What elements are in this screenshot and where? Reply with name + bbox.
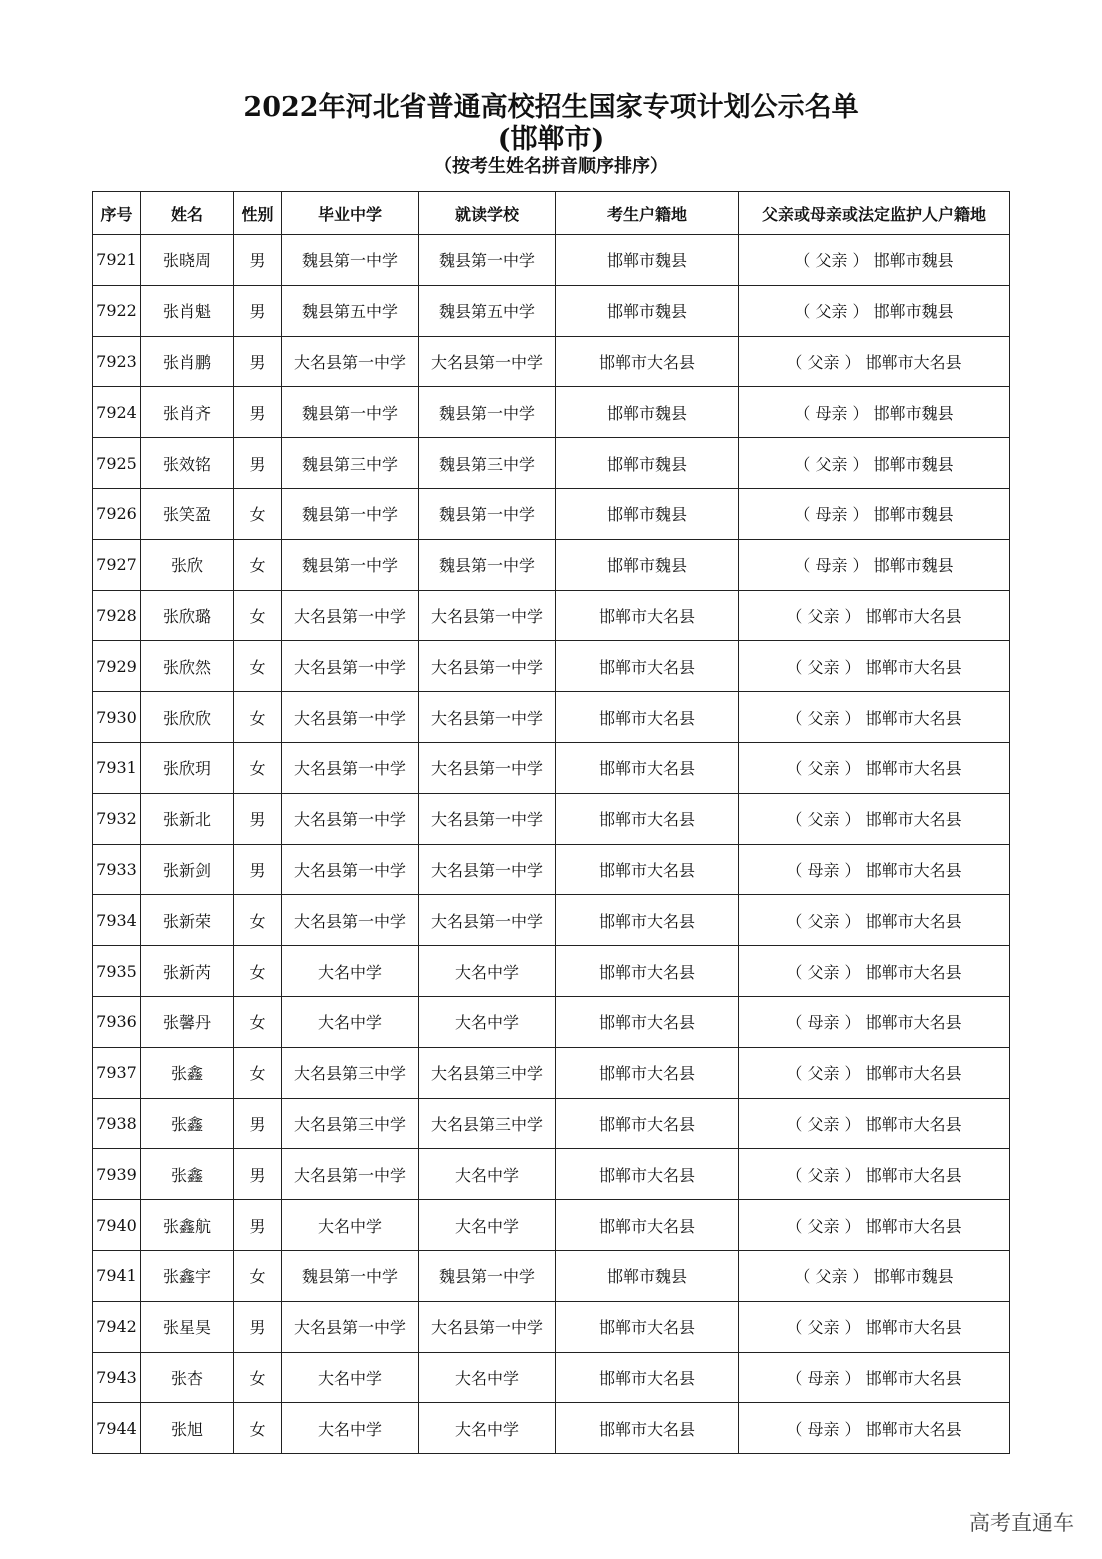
cell-guardian-hukou: （ 父亲 ） 邯郸市大名县 bbox=[739, 742, 1010, 793]
cell-graduated-school: 大名县第一中学 bbox=[282, 844, 419, 895]
cell-student-hukou: 邯郸市大名县 bbox=[556, 946, 739, 997]
header-student-hukou: 考生户籍地 bbox=[556, 192, 739, 235]
cell-graduated-school: 大名县第一中学 bbox=[282, 793, 419, 844]
cell-current-school: 魏县第一中学 bbox=[419, 387, 556, 438]
cell-gender: 男 bbox=[234, 1301, 282, 1352]
cell-seq: 7922 bbox=[93, 285, 141, 336]
cell-student-hukou: 邯郸市大名县 bbox=[556, 793, 739, 844]
header-gender: 性别 bbox=[234, 192, 282, 235]
cell-seq: 7928 bbox=[93, 590, 141, 641]
cell-gender: 女 bbox=[234, 895, 282, 946]
cell-name: 张肖齐 bbox=[141, 387, 234, 438]
cell-guardian-hukou: （ 母亲 ） 邯郸市魏县 bbox=[739, 488, 1010, 539]
cell-gender: 男 bbox=[234, 844, 282, 895]
cell-gender: 女 bbox=[234, 1403, 282, 1454]
cell-graduated-school: 大名县第一中学 bbox=[282, 895, 419, 946]
cell-gender: 女 bbox=[234, 641, 282, 692]
table-row bbox=[93, 1352, 1010, 1403]
cell-student-hukou: 邯郸市大名县 bbox=[556, 1352, 739, 1403]
cell-current-school: 大名县第一中学 bbox=[419, 590, 556, 641]
cell-seq: 7927 bbox=[93, 539, 141, 590]
cell-graduated-school: 魏县第一中学 bbox=[282, 488, 419, 539]
cell-current-school: 大名中学 bbox=[419, 996, 556, 1047]
cell-name: 张欣然 bbox=[141, 641, 234, 692]
cell-seq: 7939 bbox=[93, 1149, 141, 1200]
cell-name: 张新芮 bbox=[141, 946, 234, 997]
cell-gender: 男 bbox=[234, 438, 282, 489]
cell-current-school: 大名县第一中学 bbox=[419, 641, 556, 692]
cell-seq: 7921 bbox=[93, 235, 141, 286]
cell-guardian-hukou: （ 母亲 ） 邯郸市大名县 bbox=[739, 1352, 1010, 1403]
cell-student-hukou: 邯郸市大名县 bbox=[556, 1047, 739, 1098]
cell-current-school: 魏县第三中学 bbox=[419, 438, 556, 489]
table-row bbox=[93, 1301, 1010, 1352]
cell-guardian-hukou: （ 父亲 ） 邯郸市大名县 bbox=[739, 1301, 1010, 1352]
cell-student-hukou: 邯郸市魏县 bbox=[556, 1250, 739, 1301]
cell-current-school: 大名县第三中学 bbox=[419, 1098, 556, 1149]
cell-gender: 男 bbox=[234, 387, 282, 438]
cell-current-school: 大名中学 bbox=[419, 946, 556, 997]
cell-name: 张新荣 bbox=[141, 895, 234, 946]
table-row bbox=[93, 844, 1010, 895]
sort-note: （按考生姓名拼音顺序排序） bbox=[434, 156, 668, 177]
cell-seq: 7923 bbox=[93, 336, 141, 387]
cell-gender: 女 bbox=[234, 488, 282, 539]
document-title: 2022年河北省普通高校招生国家专项计划公示名单 bbox=[243, 92, 859, 123]
table-row bbox=[93, 946, 1010, 997]
cell-student-hukou: 邯郸市魏县 bbox=[556, 539, 739, 590]
cell-name: 张馨丹 bbox=[141, 996, 234, 1047]
cell-guardian-hukou: （ 父亲 ） 邯郸市大名县 bbox=[739, 692, 1010, 743]
cell-graduated-school: 大名县第一中学 bbox=[282, 692, 419, 743]
cell-current-school: 大名中学 bbox=[419, 1149, 556, 1200]
cell-student-hukou: 邯郸市大名县 bbox=[556, 336, 739, 387]
cell-seq: 7932 bbox=[93, 793, 141, 844]
cell-student-hukou: 邯郸市大名县 bbox=[556, 742, 739, 793]
cell-student-hukou: 邯郸市大名县 bbox=[556, 1098, 739, 1149]
cell-gender: 女 bbox=[234, 1250, 282, 1301]
cell-guardian-hukou: （ 父亲 ） 邯郸市大名县 bbox=[739, 1047, 1010, 1098]
cell-name: 张新剑 bbox=[141, 844, 234, 895]
watermark: 高考直通车 bbox=[969, 1511, 1074, 1535]
table-row bbox=[93, 590, 1010, 641]
cell-seq: 7924 bbox=[93, 387, 141, 438]
admission-roster-table bbox=[92, 191, 1010, 1454]
header-guardian-hukou: 父亲或母亲或法定监护人户籍地 bbox=[739, 192, 1010, 235]
cell-graduated-school: 大名中学 bbox=[282, 1200, 419, 1251]
cell-name: 张欣欣 bbox=[141, 692, 234, 743]
cell-seq: 7934 bbox=[93, 895, 141, 946]
cell-seq: 7944 bbox=[93, 1403, 141, 1454]
cell-graduated-school: 魏县第一中学 bbox=[282, 1250, 419, 1301]
cell-guardian-hukou: （ 父亲 ） 邯郸市大名县 bbox=[739, 793, 1010, 844]
cell-guardian-hukou: （ 父亲 ） 邯郸市大名县 bbox=[739, 1200, 1010, 1251]
table-row bbox=[93, 438, 1010, 489]
cell-current-school: 魏县第一中学 bbox=[419, 539, 556, 590]
cell-name: 张鑫宇 bbox=[141, 1250, 234, 1301]
cell-seq: 7930 bbox=[93, 692, 141, 743]
cell-gender: 男 bbox=[234, 235, 282, 286]
table-row bbox=[93, 488, 1010, 539]
cell-current-school: 大名县第一中学 bbox=[419, 895, 556, 946]
cell-student-hukou: 邯郸市大名县 bbox=[556, 895, 739, 946]
cell-seq: 7925 bbox=[93, 438, 141, 489]
cell-student-hukou: 邯郸市魏县 bbox=[556, 285, 739, 336]
table-row bbox=[93, 996, 1010, 1047]
cell-current-school: 大名县第一中学 bbox=[419, 793, 556, 844]
cell-gender: 男 bbox=[234, 336, 282, 387]
cell-gender: 男 bbox=[234, 1200, 282, 1251]
cell-name: 张笑盈 bbox=[141, 488, 234, 539]
city-subtitle: (邯郸市) bbox=[497, 124, 605, 155]
cell-gender: 女 bbox=[234, 590, 282, 641]
header-name: 姓名 bbox=[141, 192, 234, 235]
cell-gender: 女 bbox=[234, 692, 282, 743]
table-row bbox=[93, 1250, 1010, 1301]
cell-graduated-school: 大名县第一中学 bbox=[282, 1301, 419, 1352]
cell-name: 张欣玥 bbox=[141, 742, 234, 793]
cell-current-school: 大名县第一中学 bbox=[419, 692, 556, 743]
table-row bbox=[93, 793, 1010, 844]
cell-name: 张肖鹏 bbox=[141, 336, 234, 387]
cell-graduated-school: 魏县第一中学 bbox=[282, 387, 419, 438]
table-row bbox=[93, 539, 1010, 590]
cell-name: 张效铭 bbox=[141, 438, 234, 489]
cell-current-school: 魏县第五中学 bbox=[419, 285, 556, 336]
cell-student-hukou: 邯郸市大名县 bbox=[556, 1149, 739, 1200]
cell-current-school: 魏县第一中学 bbox=[419, 488, 556, 539]
cell-name: 张鑫 bbox=[141, 1047, 234, 1098]
cell-name: 张欣璐 bbox=[141, 590, 234, 641]
cell-name: 张旭 bbox=[141, 1403, 234, 1454]
cell-seq: 7937 bbox=[93, 1047, 141, 1098]
table-row bbox=[93, 1200, 1010, 1251]
cell-guardian-hukou: （ 父亲 ） 邯郸市魏县 bbox=[739, 438, 1010, 489]
table-row bbox=[93, 336, 1010, 387]
cell-gender: 男 bbox=[234, 793, 282, 844]
cell-student-hukou: 邯郸市魏县 bbox=[556, 438, 739, 489]
cell-guardian-hukou: （ 父亲 ） 邯郸市魏县 bbox=[739, 285, 1010, 336]
cell-seq: 7936 bbox=[93, 996, 141, 1047]
cell-seq: 7929 bbox=[93, 641, 141, 692]
cell-current-school: 大名县第一中学 bbox=[419, 336, 556, 387]
cell-seq: 7931 bbox=[93, 742, 141, 793]
cell-guardian-hukou: （ 父亲 ） 邯郸市大名县 bbox=[739, 1098, 1010, 1149]
cell-graduated-school: 大名中学 bbox=[282, 946, 419, 997]
cell-seq: 7926 bbox=[93, 488, 141, 539]
table-row bbox=[93, 387, 1010, 438]
cell-name: 张鑫航 bbox=[141, 1200, 234, 1251]
table-row bbox=[93, 285, 1010, 336]
cell-gender: 女 bbox=[234, 742, 282, 793]
cell-graduated-school: 大名中学 bbox=[282, 996, 419, 1047]
cell-guardian-hukou: （ 母亲 ） 邯郸市魏县 bbox=[739, 539, 1010, 590]
cell-name: 张杏 bbox=[141, 1352, 234, 1403]
table-body bbox=[93, 235, 1010, 1454]
cell-current-school: 大名中学 bbox=[419, 1200, 556, 1251]
cell-student-hukou: 邯郸市大名县 bbox=[556, 590, 739, 641]
cell-student-hukou: 邯郸市大名县 bbox=[556, 1403, 739, 1454]
cell-name: 张欣 bbox=[141, 539, 234, 590]
cell-seq: 7933 bbox=[93, 844, 141, 895]
cell-graduated-school: 大名县第三中学 bbox=[282, 1098, 419, 1149]
cell-current-school: 大名县第一中学 bbox=[419, 1301, 556, 1352]
table-row bbox=[93, 895, 1010, 946]
cell-current-school: 大名县第一中学 bbox=[419, 742, 556, 793]
cell-current-school: 魏县第一中学 bbox=[419, 1250, 556, 1301]
cell-guardian-hukou: （ 父亲 ） 邯郸市大名县 bbox=[739, 336, 1010, 387]
cell-gender: 男 bbox=[234, 1098, 282, 1149]
cell-graduated-school: 魏县第一中学 bbox=[282, 235, 419, 286]
cell-guardian-hukou: （ 父亲 ） 邯郸市大名县 bbox=[739, 946, 1010, 997]
cell-student-hukou: 邯郸市大名县 bbox=[556, 641, 739, 692]
cell-seq: 7941 bbox=[93, 1250, 141, 1301]
cell-graduated-school: 大名县第一中学 bbox=[282, 590, 419, 641]
cell-graduated-school: 魏县第五中学 bbox=[282, 285, 419, 336]
table-row bbox=[93, 742, 1010, 793]
cell-seq: 7940 bbox=[93, 1200, 141, 1251]
cell-guardian-hukou: （ 父亲 ） 邯郸市大名县 bbox=[739, 1149, 1010, 1200]
cell-gender: 女 bbox=[234, 539, 282, 590]
header-graduated-school: 毕业中学 bbox=[282, 192, 419, 235]
cell-guardian-hukou: （ 母亲 ） 邯郸市大名县 bbox=[739, 844, 1010, 895]
cell-graduated-school: 魏县第一中学 bbox=[282, 539, 419, 590]
cell-graduated-school: 大名县第一中学 bbox=[282, 336, 419, 387]
cell-guardian-hukou: （ 母亲 ） 邯郸市大名县 bbox=[739, 1403, 1010, 1454]
cell-graduated-school: 大名县第一中学 bbox=[282, 1149, 419, 1200]
table-row bbox=[93, 641, 1010, 692]
cell-guardian-hukou: （ 父亲 ） 邯郸市大名县 bbox=[739, 895, 1010, 946]
cell-graduated-school: 大名县第一中学 bbox=[282, 742, 419, 793]
cell-gender: 男 bbox=[234, 285, 282, 336]
cell-seq: 7938 bbox=[93, 1098, 141, 1149]
cell-current-school: 大名中学 bbox=[419, 1403, 556, 1454]
table-row bbox=[93, 1403, 1010, 1454]
cell-graduated-school: 大名县第三中学 bbox=[282, 1047, 419, 1098]
cell-guardian-hukou: （ 母亲 ） 邯郸市魏县 bbox=[739, 387, 1010, 438]
cell-name: 张肖魁 bbox=[141, 285, 234, 336]
cell-name: 张鑫 bbox=[141, 1098, 234, 1149]
cell-student-hukou: 邯郸市魏县 bbox=[556, 235, 739, 286]
cell-guardian-hukou: （ 父亲 ） 邯郸市魏县 bbox=[739, 235, 1010, 286]
cell-current-school: 大名县第三中学 bbox=[419, 1047, 556, 1098]
cell-guardian-hukou: （ 母亲 ） 邯郸市大名县 bbox=[739, 996, 1010, 1047]
cell-student-hukou: 邯郸市大名县 bbox=[556, 996, 739, 1047]
cell-graduated-school: 大名县第一中学 bbox=[282, 641, 419, 692]
cell-gender: 女 bbox=[234, 1047, 282, 1098]
cell-seq: 7943 bbox=[93, 1352, 141, 1403]
cell-student-hukou: 邯郸市大名县 bbox=[556, 1301, 739, 1352]
cell-student-hukou: 邯郸市大名县 bbox=[556, 1200, 739, 1251]
cell-name: 张晓周 bbox=[141, 235, 234, 286]
cell-name: 张新北 bbox=[141, 793, 234, 844]
table-row bbox=[93, 235, 1010, 286]
cell-name: 张星昊 bbox=[141, 1301, 234, 1352]
cell-guardian-hukou: （ 父亲 ） 邯郸市大名县 bbox=[739, 590, 1010, 641]
cell-graduated-school: 大名中学 bbox=[282, 1403, 419, 1454]
cell-graduated-school: 魏县第三中学 bbox=[282, 438, 419, 489]
table-row bbox=[93, 1149, 1010, 1200]
table-row bbox=[93, 1098, 1010, 1149]
cell-gender: 女 bbox=[234, 996, 282, 1047]
cell-student-hukou: 邯郸市魏县 bbox=[556, 488, 739, 539]
cell-gender: 女 bbox=[234, 1352, 282, 1403]
cell-student-hukou: 邯郸市魏县 bbox=[556, 387, 739, 438]
cell-seq: 7935 bbox=[93, 946, 141, 997]
header-current-school: 就读学校 bbox=[419, 192, 556, 235]
cell-student-hukou: 邯郸市大名县 bbox=[556, 844, 739, 895]
cell-current-school: 大名中学 bbox=[419, 1352, 556, 1403]
cell-name: 张鑫 bbox=[141, 1149, 234, 1200]
table-header-row bbox=[93, 192, 1010, 235]
table-row bbox=[93, 692, 1010, 743]
cell-gender: 男 bbox=[234, 1149, 282, 1200]
cell-graduated-school: 大名中学 bbox=[282, 1352, 419, 1403]
cell-current-school: 魏县第一中学 bbox=[419, 235, 556, 286]
header-seq: 序号 bbox=[93, 192, 141, 235]
cell-student-hukou: 邯郸市大名县 bbox=[556, 692, 739, 743]
cell-guardian-hukou: （ 父亲 ） 邯郸市魏县 bbox=[739, 1250, 1010, 1301]
cell-current-school: 大名县第一中学 bbox=[419, 844, 556, 895]
cell-seq: 7942 bbox=[93, 1301, 141, 1352]
table-row bbox=[93, 1047, 1010, 1098]
cell-gender: 女 bbox=[234, 946, 282, 997]
cell-guardian-hukou: （ 父亲 ） 邯郸市大名县 bbox=[739, 641, 1010, 692]
